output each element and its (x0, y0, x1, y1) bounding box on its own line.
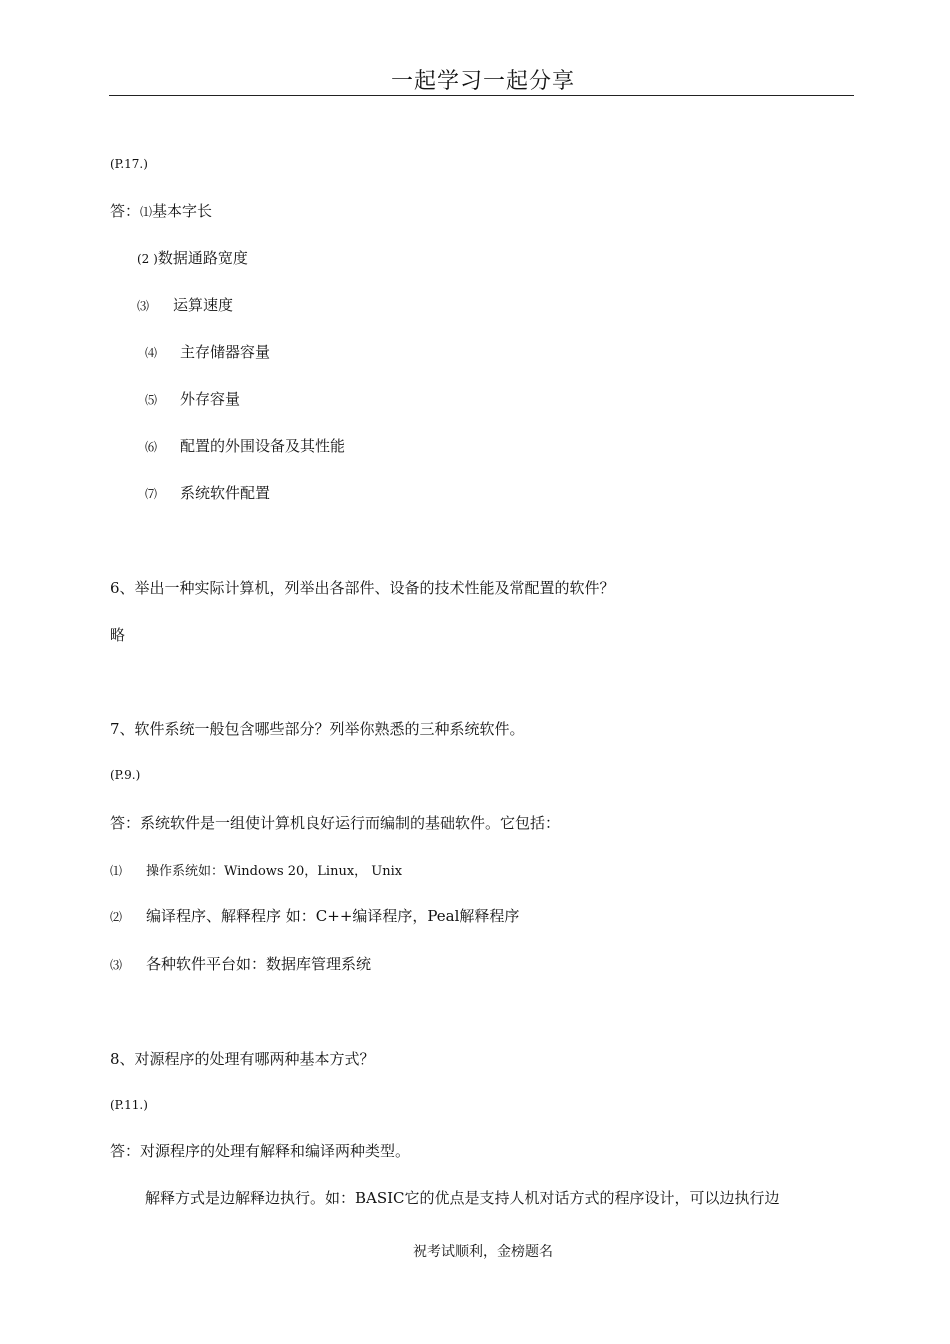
section5-item-4 (145, 342, 270, 363)
item-text: 各种软件平台如：数据库管理系统 (146, 955, 372, 973)
item-text: 配置的外围设备及其性能 (180, 437, 346, 455)
item-text: 外存容量 (180, 390, 241, 408)
section5-item-3 (137, 295, 233, 316)
answer-prefix: 答： (110, 202, 141, 220)
section5-item-1 (110, 201, 212, 222)
answer-6: 略 (110, 626, 126, 644)
item-number: ⑴ (140, 205, 153, 219)
item-number: ⑶ (137, 299, 150, 313)
item-number: ⑹ (145, 440, 158, 454)
section5-item-6 (145, 436, 345, 457)
section5-item-2 (137, 248, 248, 269)
question-8-ref: (P.11.) (110, 1098, 148, 1112)
header-divider (109, 95, 854, 96)
item-text: 编译程序、解释程序 如：C++编译程序，Peal解释程序 (146, 907, 520, 925)
item-text: 操作系统如：Windows 20，Linux， Unix (146, 864, 403, 879)
item-number: ⑶ (110, 958, 123, 972)
item-text: 基本字长 (152, 202, 213, 220)
item-number: ⑺ (145, 487, 158, 501)
answer-7: 答：系统软件是一组使计算机良好运行而编制的基础软件。它包括： (110, 814, 561, 832)
item-number: ⑴ (110, 864, 123, 878)
item-text: 系统软件配置 (180, 484, 271, 502)
item-text: 数据通路宽度 (157, 249, 248, 267)
answer-8-paragraph: 解释方式是边解释边执行。如：BASIC它的优点是支持人机对话方式的程序设计，可以边执行边 (145, 1189, 780, 1207)
answer-7-item-1 (110, 860, 402, 882)
item-number: ⑵ (110, 910, 123, 924)
section5-item-5 (145, 389, 240, 410)
question-6: 6、举出一种实际计算机，列举出各部件、设备的技术性能及常配置的软件？ (110, 579, 615, 597)
answer-7-item-2 (110, 906, 519, 927)
item-number: ⑷ (145, 346, 158, 360)
item-number: (2 ) (137, 252, 158, 266)
question-7: 7、软件系统一般包含哪些部分？列举你熟悉的三种系统软件。 (110, 720, 525, 738)
page-header-title: 一起学习一起分享 (390, 69, 575, 94)
section5-item-7 (145, 483, 270, 504)
answer-7-item-3 (110, 954, 371, 975)
question-8: 8、对源程序的处理有哪两种基本方式？ (110, 1050, 375, 1068)
item-text: 运算速度 (173, 296, 234, 314)
question-7-ref: (P.9.) (110, 768, 141, 782)
answer-8: 答：对源程序的处理有解释和编译两种类型。 (110, 1142, 411, 1160)
section5-ref: (P.17.) (110, 157, 148, 171)
item-number: ⑸ (145, 393, 158, 407)
page-footer: 祝考试顺利，金榜题名 (413, 1244, 553, 1260)
item-text: 主存储器容量 (180, 343, 271, 361)
